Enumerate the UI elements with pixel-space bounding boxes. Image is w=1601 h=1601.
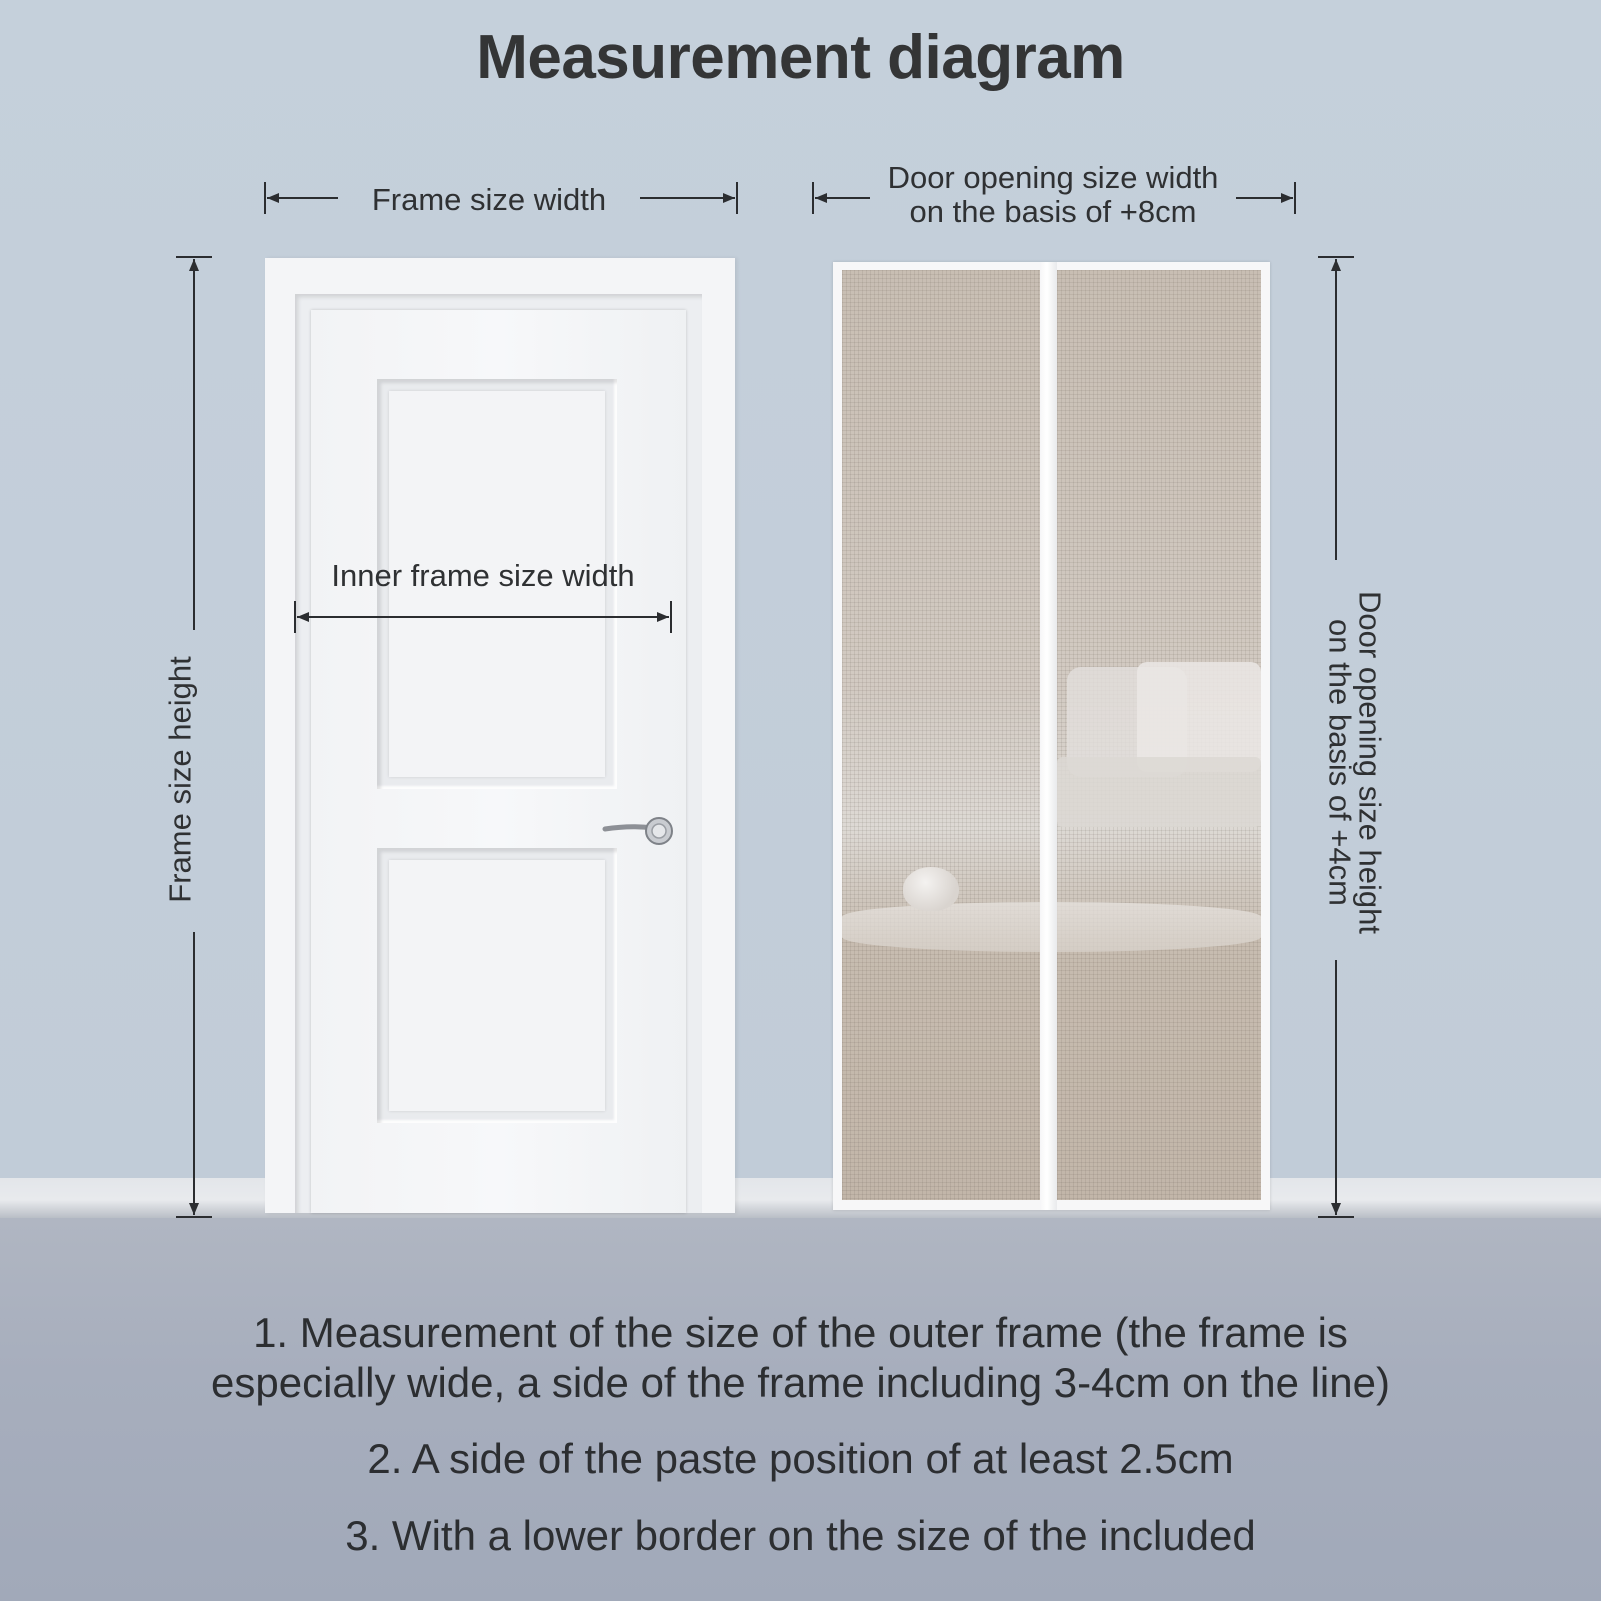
opening-width-label-line2: on the basis of +8cm <box>909 194 1197 229</box>
inner-frame-width-label: Inner frame size width <box>331 558 635 593</box>
note-3: 3. With a lower border on the size of the included <box>345 1512 1256 1559</box>
frame-width-label: Frame size width <box>371 182 607 217</box>
opening-height-label-line1: Door opening size height <box>1352 591 1388 934</box>
note-2: 2. A side of the paste position of at least 2.5cm <box>367 1435 1234 1482</box>
page-title: Measurement diagram <box>476 23 1125 92</box>
note-1-line1: 1. Measurement of the size of the outer frame (the frame is <box>253 1309 1348 1356</box>
opening-width-label-line1: Door opening size width <box>887 160 1219 195</box>
note-1-line2: especially wide, a side of the frame including 3-4cm on the line) <box>211 1359 1390 1406</box>
frame-height-label: Frame size height <box>162 656 198 903</box>
opening-height-label-line2: on the basis of +4cm <box>1322 619 1358 906</box>
